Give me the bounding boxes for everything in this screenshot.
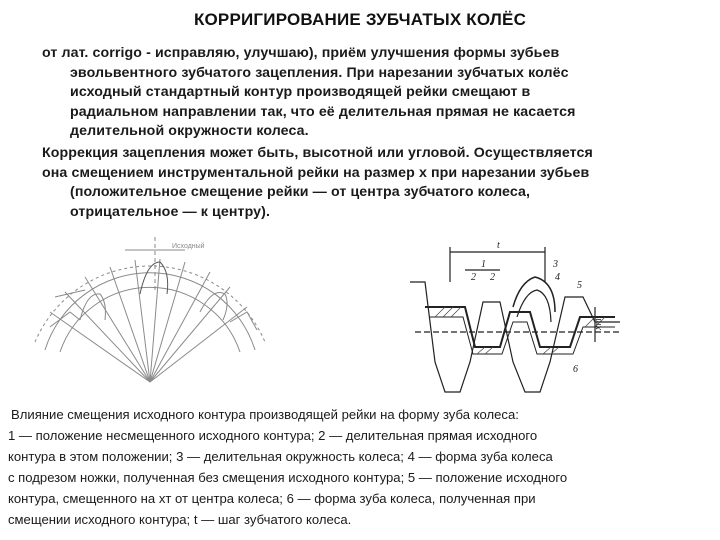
rack-shift-figure: [405, 222, 625, 402]
gear-generation-drawing: [25, 232, 275, 387]
correction-paragraph: [42, 144, 692, 222]
figure-label: 6: [573, 364, 578, 375]
figure-label: 1: [481, 259, 486, 270]
figure-label: 3: [553, 259, 558, 270]
figure-caption: [8, 404, 713, 530]
figure-label: 5: [577, 280, 582, 291]
caption-line: Влияние смещения исходного контура производящей рейки на форму зуба колеса:: [11, 407, 519, 422]
rack-shift-drawing: [405, 222, 625, 402]
caption-line: контура в этом положении; 3 — делительная окружность колеса; 4 — форма зуба колеса: [8, 449, 553, 464]
paragraph-line: Коррекция зацепления может быть, высотной или угловой. Осуществляется: [42, 145, 593, 161]
paragraph-line: она смещением инструментальной рейки на размер x при нарезании зубьев: [42, 164, 590, 181]
page-title: КОРРИГИРОВАНИЕ ЗУБЧАТЫХ КОЛЁС: [193, 10, 527, 29]
paragraph-line: радиальном направлении так, что её делительная прямая не касается: [70, 103, 576, 120]
caption-line: с подрезом ножки, полученная без смещения исходного контура; 5 — положение исходного: [8, 470, 568, 485]
paragraph-line: делительной окружности колеса.: [70, 123, 309, 139]
paragraph-line: (положительное смещение рейки — от центра зубчатого колеса,: [70, 184, 531, 200]
caption-line: смещении исходного контура; t — шаг зубчатого колеса.: [8, 512, 352, 527]
definition-paragraph: [42, 44, 692, 142]
paragraph-line: исходный стандартный контур производящей рейки смещают в: [70, 84, 531, 100]
gear-generation-figure: [25, 232, 275, 387]
paragraph-line: от лат. corrigo - исправляю, улучшаю), приём улучшения формы зубьев: [42, 45, 560, 61]
paragraph-line: эвольвентного зубчатого зацепления. При нарезании зубчатых колёс: [70, 64, 569, 81]
figure-label: 2: [490, 272, 495, 283]
figure-label: t: [497, 240, 500, 251]
caption-line: 1 — положение несмещенного исходного контура; 2 — делительная прямая исходного: [8, 428, 538, 443]
figure-label: 4: [555, 272, 560, 283]
svg-text:Исходный: Исходный: [172, 243, 205, 250]
caption-line: контура, смещенного на xт от центра колеса; 6 — форма зуба колеса, полученная при: [8, 491, 536, 506]
figure-label: 2: [471, 272, 476, 283]
paragraph-line: отрицательное — к центру).: [70, 203, 271, 220]
figure-label: xm: [593, 318, 604, 330]
